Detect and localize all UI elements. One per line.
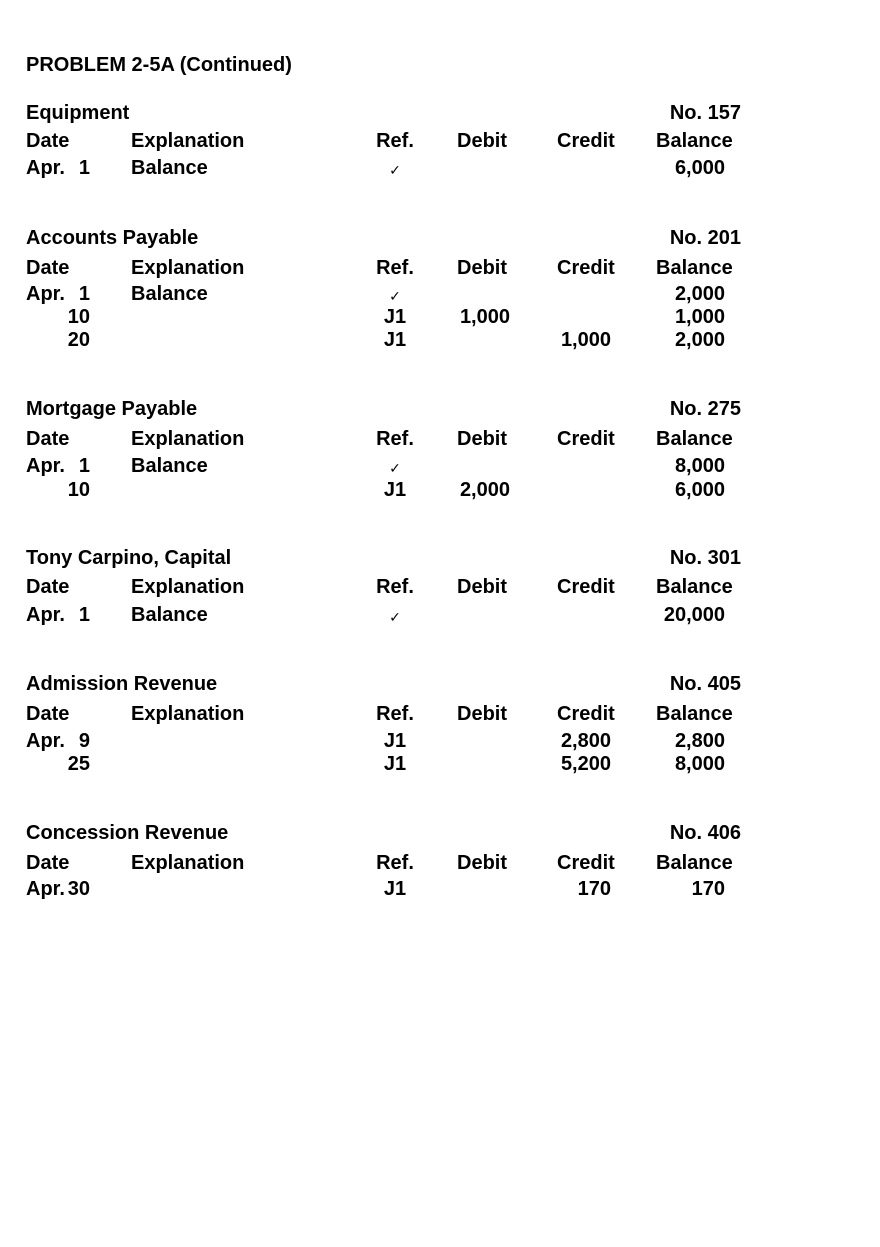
column-header-ref: Ref. xyxy=(376,428,414,450)
column-header-debit: Debit xyxy=(457,257,507,279)
column-header-date: Date xyxy=(26,428,70,450)
entry-balance: 2,000 xyxy=(674,283,725,305)
entry-day: 1 xyxy=(78,455,90,477)
entry-balance: 6,000 xyxy=(674,157,725,179)
column-header-debit: Debit xyxy=(457,703,507,725)
entry-ref: J1 xyxy=(383,730,407,752)
column-header-explanation: Explanation xyxy=(131,257,245,279)
column-header-explanation: Explanation xyxy=(131,576,245,598)
entry-day: 10 xyxy=(67,479,90,501)
entry-month: Apr. xyxy=(26,604,65,626)
column-header-explanation: Explanation xyxy=(131,428,245,450)
entry-day: 10 xyxy=(67,306,90,328)
account-number: No. 201 xyxy=(669,227,741,249)
entry-credit: 170 xyxy=(577,878,611,900)
entry-month: Apr. xyxy=(26,157,65,179)
column-header-date: Date xyxy=(26,852,70,874)
column-header-date: Date xyxy=(26,130,70,152)
entry-explanation: Balance xyxy=(131,157,208,179)
entry-balance: 8,000 xyxy=(674,753,725,775)
column-header-debit: Debit xyxy=(457,576,507,598)
entry-day: 1 xyxy=(78,283,90,305)
column-header-credit: Credit xyxy=(557,576,615,598)
entry-day: 1 xyxy=(78,604,90,626)
entry-balance: 2,800 xyxy=(674,730,725,752)
account-number: No. 157 xyxy=(669,102,741,124)
entry-balance: 8,000 xyxy=(674,455,725,477)
column-header-ref: Ref. xyxy=(376,130,414,152)
entry-balance: 20,000 xyxy=(663,604,725,626)
entry-credit: 2,800 xyxy=(560,730,611,752)
column-header-date: Date xyxy=(26,703,70,725)
account-name: Equipment xyxy=(26,102,130,124)
column-header-ref: Ref. xyxy=(376,703,414,725)
column-header-balance: Balance xyxy=(656,130,733,152)
column-header-balance: Balance xyxy=(656,852,733,874)
column-header-date: Date xyxy=(26,576,70,598)
entry-day: 9 xyxy=(78,730,90,752)
entry-month: Apr. xyxy=(26,283,65,305)
entry-debit: 1,000 xyxy=(459,306,510,328)
account-number: No. 301 xyxy=(669,547,741,569)
column-header-explanation: Explanation xyxy=(131,703,245,725)
entry-balance: 6,000 xyxy=(674,479,725,501)
account-number: No. 405 xyxy=(669,673,741,695)
column-header-balance: Balance xyxy=(656,257,733,279)
column-header-ref: Ref. xyxy=(376,576,414,598)
entry-credit: 5,200 xyxy=(560,753,611,775)
entry-balance: 170 xyxy=(691,878,725,900)
column-header-ref: Ref. xyxy=(376,257,414,279)
checkmark-icon: ✓ xyxy=(389,609,401,625)
column-header-date: Date xyxy=(26,257,70,279)
entry-month: Apr. xyxy=(26,455,65,477)
column-header-balance: Balance xyxy=(656,576,733,598)
account-name: Mortgage Payable xyxy=(26,398,198,420)
column-header-credit: Credit xyxy=(557,257,615,279)
account-name: Concession Revenue xyxy=(26,822,229,844)
checkmark-icon: ✓ xyxy=(389,288,401,304)
column-header-credit: Credit xyxy=(557,130,615,152)
account-name: Admission Revenue xyxy=(26,673,218,695)
entry-month: Apr. xyxy=(26,730,65,752)
column-header-debit: Debit xyxy=(457,130,507,152)
entry-ref: J1 xyxy=(383,878,407,900)
entry-debit: 2,000 xyxy=(459,479,510,501)
entry-ref: J1 xyxy=(383,753,407,775)
account-number: No. 406 xyxy=(669,822,741,844)
column-header-explanation: Explanation xyxy=(131,130,245,152)
column-header-debit: Debit xyxy=(457,428,507,450)
account-name: Tony Carpino, Capital xyxy=(26,547,232,569)
page-title: PROBLEM 2-5A (Continued) xyxy=(26,54,292,76)
column-header-explanation: Explanation xyxy=(131,852,245,874)
entry-explanation: Balance xyxy=(131,455,208,477)
column-header-balance: Balance xyxy=(656,428,733,450)
entry-balance: 1,000 xyxy=(674,306,725,328)
checkmark-icon: ✓ xyxy=(389,162,401,178)
entry-day: 30 xyxy=(67,878,90,900)
account-name: Accounts Payable xyxy=(26,227,199,249)
account-number: No. 275 xyxy=(669,398,741,420)
entry-ref: J1 xyxy=(383,329,407,351)
entry-explanation: Balance xyxy=(131,283,208,305)
column-header-debit: Debit xyxy=(457,852,507,874)
column-header-balance: Balance xyxy=(656,703,733,725)
entry-ref: J1 xyxy=(383,306,407,328)
entry-credit: 1,000 xyxy=(560,329,611,351)
column-header-credit: Credit xyxy=(557,852,615,874)
entry-day: 25 xyxy=(67,753,90,775)
checkmark-icon: ✓ xyxy=(389,460,401,476)
entry-day: 1 xyxy=(78,157,90,179)
entry-month: Apr. xyxy=(26,878,65,900)
column-header-credit: Credit xyxy=(557,703,615,725)
entry-day: 20 xyxy=(67,329,90,351)
entry-ref: J1 xyxy=(383,479,407,501)
entry-explanation: Balance xyxy=(131,604,208,626)
column-header-ref: Ref. xyxy=(376,852,414,874)
entry-balance: 2,000 xyxy=(674,329,725,351)
column-header-credit: Credit xyxy=(557,428,615,450)
